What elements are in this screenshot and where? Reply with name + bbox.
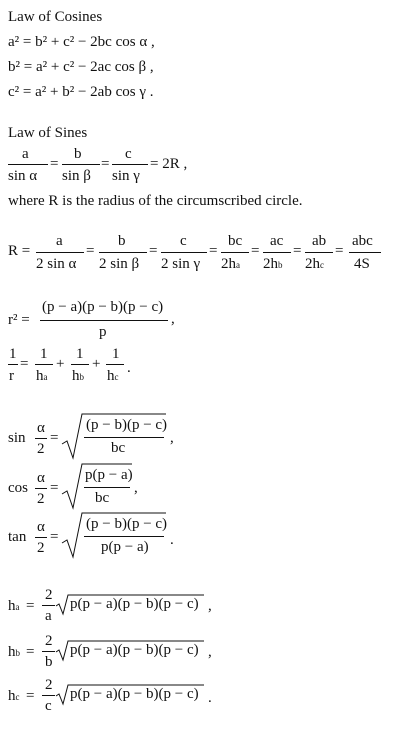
height-a-eq: =	[26, 598, 35, 614]
reciprocal-t2-num: 1	[76, 346, 84, 362]
cos-half-den: 2	[37, 491, 45, 507]
cosine-equation-a: a² = b² + c² − 2bc cos α ,	[8, 34, 155, 50]
sin-radical-bar	[84, 437, 164, 438]
inradius-bar	[40, 320, 168, 321]
height-c-frac-num: 2	[45, 677, 53, 693]
sines-equals-1: =	[50, 156, 59, 172]
cosine-equation-b: b² = a² + c² − 2ac cos β ,	[8, 59, 154, 75]
sines-fraction-2-denominator: sin β	[62, 168, 91, 184]
sin-half-eq: =	[50, 430, 59, 446]
radius-eq-2: =	[149, 243, 158, 259]
law-of-sines-heading: Law of Sines	[8, 125, 88, 141]
radius-frac-7-num: abc	[352, 233, 373, 249]
sines-fraction-1-numerator: a	[22, 146, 29, 162]
cos-half-comma: ,	[134, 480, 138, 496]
height-c-eq: =	[26, 688, 35, 704]
radius-frac-4-bar	[221, 252, 249, 253]
inradius-numerator: (p − a)(p − b)(p − c)	[42, 299, 164, 315]
cosine-equation-c: c² = a² + b² − 2ab cos γ .	[8, 84, 154, 100]
sines-fraction-3-denominator: sin γ	[112, 168, 140, 184]
reciprocal-lhs-bar	[8, 364, 18, 365]
sines-fraction-3-bar	[112, 164, 148, 165]
reciprocal-t3-num: 1	[112, 346, 120, 362]
cos-radical-den: bc	[95, 490, 110, 506]
circumradius-note: where R is the radius of the circumscribed circle.	[8, 193, 303, 209]
height-b-comma: ,	[208, 644, 212, 660]
height-b-eq: =	[26, 644, 35, 660]
radius-eq-1: =	[86, 243, 95, 259]
height-b-radicand: p(p − a)(p − b)(p − c)	[70, 642, 199, 658]
height-c-frac-den: c	[45, 698, 52, 714]
radius-lhs: R =	[8, 243, 31, 259]
radius-frac-5-num: ac	[270, 233, 284, 249]
height-a-frac-bar	[42, 605, 55, 606]
radius-frac-2-den: 2 sin β	[99, 256, 140, 272]
sines-fraction-3-numerator: c	[125, 146, 132, 162]
cos-half-bar	[35, 488, 47, 489]
sin-half-comma: ,	[170, 430, 174, 446]
reciprocal-period: .	[127, 360, 131, 376]
reciprocal-eq: =	[20, 356, 29, 372]
height-c-radicand: p(p − a)(p − b)(p − c)	[70, 686, 199, 702]
height-a-frac-den: a	[45, 608, 52, 624]
height-c-lhs: hc	[8, 688, 20, 704]
law-of-cosines-heading: Law of Cosines	[8, 9, 103, 25]
radius-frac-7-bar	[349, 252, 381, 253]
reciprocal-t3-den: hc	[107, 368, 119, 384]
radius-frac-1-num: a	[56, 233, 63, 249]
height-b-lhs: hb	[8, 644, 20, 660]
height-a-frac-num: 2	[45, 587, 53, 603]
sin-radical-num: (p − b)(p − c)	[86, 417, 168, 433]
reciprocal-t1-num: 1	[40, 346, 48, 362]
reciprocal-t1-den: ha	[36, 368, 48, 384]
inradius-denominator: p	[99, 324, 107, 340]
radius-frac-1-bar	[36, 252, 84, 253]
radius-frac-2-num: b	[118, 233, 126, 249]
radius-frac-6-num: ab	[312, 233, 327, 249]
height-a-radicand: p(p − a)(p − b)(p − c)	[70, 596, 199, 612]
sines-equals-2: =	[101, 156, 110, 172]
reciprocal-lhs-num: 1	[9, 346, 17, 362]
radius-frac-6-bar	[305, 252, 333, 253]
tan-radical-den: p(p − a)	[101, 539, 149, 555]
height-b-frac-den: b	[45, 654, 53, 670]
sin-half-bar	[35, 438, 47, 439]
radius-frac-7-den: 4S	[354, 256, 370, 272]
radius-frac-4-den: 2ha	[221, 256, 240, 272]
tan-half-period: .	[170, 532, 174, 548]
sin-radical-den: bc	[111, 440, 126, 456]
height-b-frac-bar	[42, 651, 55, 652]
tan-half-num: α	[37, 519, 45, 535]
inradius-comma: ,	[171, 311, 175, 327]
sines-fraction-1-denominator: sin α	[8, 168, 38, 184]
reciprocal-plus-1: +	[56, 356, 65, 372]
radius-frac-5-den: 2hb	[263, 256, 283, 272]
radius-frac-2-bar	[99, 252, 147, 253]
radius-eq-3: =	[209, 243, 218, 259]
sines-fraction-2-numerator: b	[74, 146, 82, 162]
sin-half-den: 2	[37, 441, 45, 457]
radius-frac-3-num: c	[180, 233, 187, 249]
reciprocal-plus-2: +	[92, 356, 101, 372]
reciprocal-t3-bar	[106, 364, 124, 365]
height-b-frac-num: 2	[45, 633, 53, 649]
reciprocal-t2-den: hb	[72, 368, 84, 384]
tan-radical-num: (p − b)(p − c)	[86, 516, 168, 532]
sines-result: = 2R ,	[150, 156, 188, 172]
cos-radical-bar	[84, 487, 130, 488]
reciprocal-t2-bar	[71, 364, 89, 365]
tan-half-label: tan	[8, 529, 27, 545]
radius-eq-5: =	[293, 243, 302, 259]
sines-fraction-2-bar	[62, 164, 100, 165]
inradius-lhs: r² =	[8, 312, 30, 328]
radius-frac-1-den: 2 sin α	[36, 256, 77, 272]
height-c-period: .	[208, 690, 212, 706]
cos-half-num: α	[37, 470, 45, 486]
sin-half-label: sin	[8, 430, 26, 446]
tan-half-bar	[35, 537, 47, 538]
tan-radical-bar	[84, 536, 164, 537]
reciprocal-t1-bar	[35, 364, 53, 365]
radius-frac-6-den: 2hc	[305, 256, 324, 272]
cos-half-eq: =	[50, 480, 59, 496]
reciprocal-lhs-den: r	[9, 368, 14, 384]
height-a-comma: ,	[208, 598, 212, 614]
sines-fraction-1-bar	[8, 164, 48, 165]
radius-frac-4-num: bc	[228, 233, 243, 249]
cos-half-label: cos	[8, 480, 28, 496]
tan-half-eq: =	[50, 529, 59, 545]
radius-eq-6: =	[335, 243, 344, 259]
sin-half-num: α	[37, 420, 45, 436]
height-a-lhs: ha	[8, 598, 20, 614]
radius-eq-4: =	[251, 243, 260, 259]
radius-frac-3-bar	[161, 252, 207, 253]
radius-frac-3-den: 2 sin γ	[161, 256, 201, 272]
radius-frac-5-bar	[263, 252, 291, 253]
height-c-frac-bar	[42, 695, 55, 696]
tan-half-den: 2	[37, 540, 45, 556]
cos-radical-num: p(p − a)	[85, 467, 133, 483]
